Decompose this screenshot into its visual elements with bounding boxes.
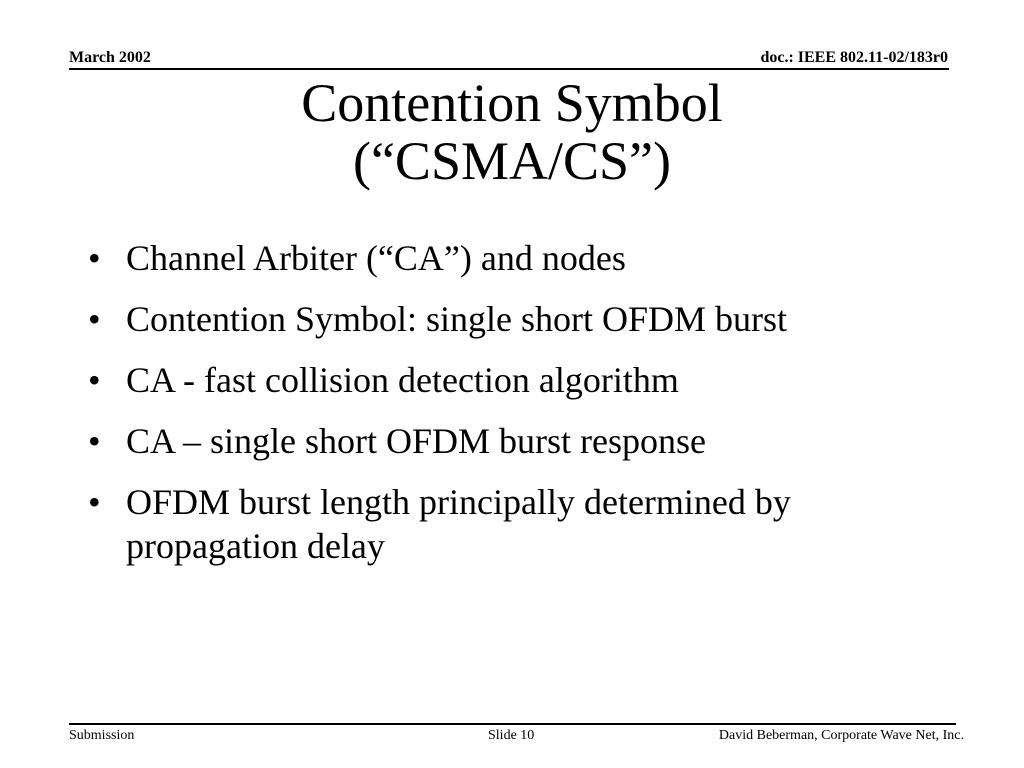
bullet-item: [88, 236, 948, 280]
header-doc-id: doc.: IEEE 802.11-02/183r0: [760, 49, 948, 66]
bullet-dot-icon: •: [88, 238, 101, 278]
bullet-text: CA - fast collision detection algorithm: [126, 360, 679, 400]
header-divider: [69, 68, 949, 70]
bullet-list: [88, 236, 948, 585]
bullet-dot-icon: •: [88, 482, 101, 522]
footer-slide-number: Slide 10: [488, 728, 535, 743]
bullet-text: Channel Arbiter (“CA”) and nodes: [126, 238, 626, 278]
footer-author: David Beberman, Corporate Wave Net, Inc.: [718, 728, 964, 743]
footer-divider: [69, 723, 956, 725]
slide-title-line-2: (“CSMA/CS”): [352, 131, 671, 191]
bullet-text: OFDM burst length principally determined by propagation delay: [126, 482, 791, 566]
bullet-item: [88, 419, 948, 463]
bullet-dot-icon: •: [88, 299, 101, 339]
header-date: March 2002: [69, 49, 151, 66]
bullet-item: [88, 358, 948, 402]
footer-submission: Submission: [69, 728, 135, 743]
bullet-dot-icon: •: [88, 360, 101, 400]
bullet-item: [88, 297, 948, 341]
slide-title: [0, 74, 1024, 190]
bullet-item: [88, 480, 948, 568]
bullet-dot-icon: •: [88, 421, 101, 461]
bullet-text: CA – single short OFDM burst response: [126, 421, 707, 461]
slide-title-line-1: Contention Symbol: [301, 73, 723, 133]
bullet-text: Contention Symbol: single short OFDM burst: [126, 299, 788, 339]
